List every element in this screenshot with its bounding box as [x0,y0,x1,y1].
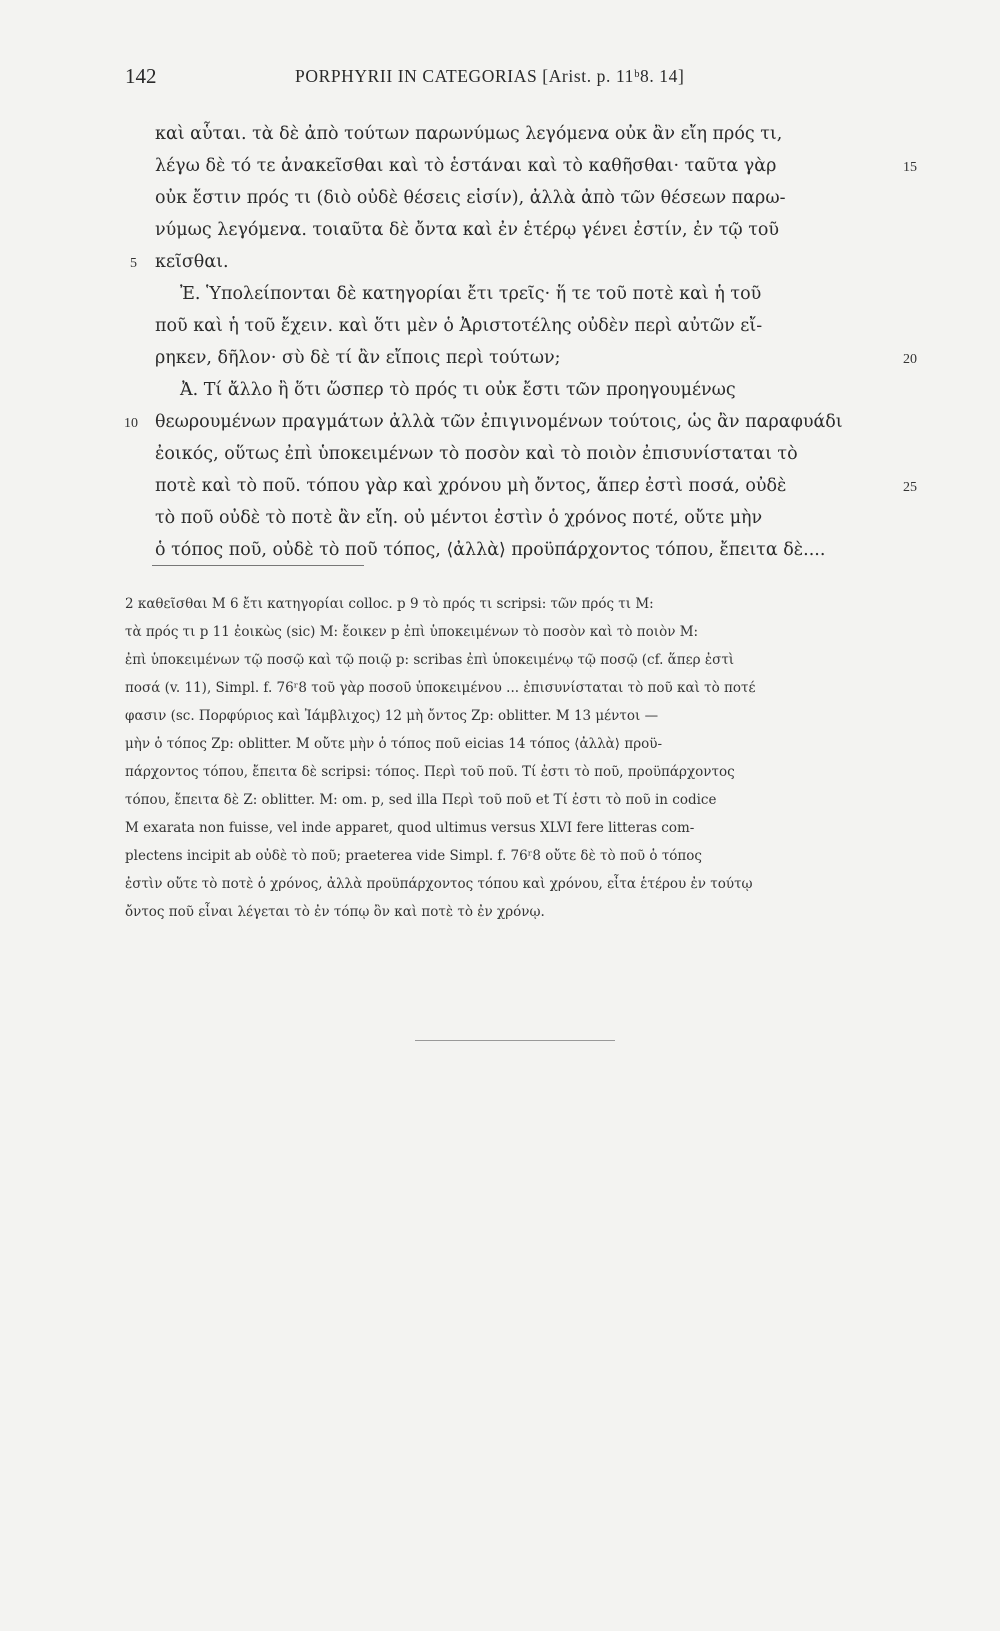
line-number: 25 [903,480,917,495]
page-header [125,64,785,96]
footnote-divider [152,565,364,566]
line-number: 10 [124,416,138,431]
text-line: οὐκ ἔστιν πρός τι (διὸ οὐδὲ θέσεις εἰσίν), ἀλλὰ ἀπὸ τῶν θέσεων παρω- [155,188,786,208]
text-line: Ἐ. Ὑπολείπονται δὲ κατηγορίαι ἔτι τρεῖς· ἥ τε τοῦ ποτὲ καὶ ἡ τοῦ [180,284,762,304]
footnote-line: τὰ πρός τι p 11 ἐοικὼς (sic) M: ἔοικεν p ἐπὶ ὑποκειμένων τὸ ποσὸν καὶ τὸ ποιὸν M: [125,624,699,640]
footnote-line: ποσά (v. 11), Simpl. f. 76ʳ8 τοῦ γὰρ ποσοῦ ὑποκειμένου ... ἐπισυνίσταται τὸ ποῦ καὶ τὸ ποτέ [125,680,756,696]
line-number: 5 [130,256,137,271]
line-number: 20 [903,352,917,367]
footnote-line: 2 καθεῖσθαι M 6 ἔτι κατηγορίαι colloc. p 9 τὸ πρός τι scripsi: τῶν πρός τι M: [125,596,654,612]
footnote-line: ἐστὶν οὔτε τὸ ποτὲ ὁ χρόνος, ἀλλὰ προϋπάρχοντος τόπου καὶ χρόνου, εἶτα ἑτέρου ἐν τούτῳ [125,876,753,892]
end-rule [415,1040,615,1041]
footnote-line: plectens incipit ab οὐδὲ τὸ ποῦ; praeterea vide Simpl. f. 76ʳ8 οὔτε δὲ τὸ ποῦ ὁ τόπος [125,848,702,864]
text-line: θεωρουμένων πραγμάτων ἀλλὰ τῶν ἐπιγινομένων τούτοις, ὡς ἂν παραφυάδι [155,412,843,432]
text-line: ρηκεν, δῆλον· σὺ δὲ τί ἂν εἴποις περὶ τούτων; [155,348,561,368]
text-line: ἐοικός, οὕτως ἐπὶ ὑποκειμένων τὸ ποσὸν καὶ τὸ ποιὸν ἐπισυνίσταται τὸ [155,444,798,464]
footnote-line: πάρχοντος τόπου, ἔπειτα δὲ scripsi: τόπος. Περὶ τοῦ ποῦ. Τί ἐστι τὸ ποῦ, προϋπάρχοντος [125,764,735,780]
page-number: 142 [125,64,157,88]
footnote-line: τόπου, ἔπειτα δὲ Z: oblitter. M: om. p, sed illa Περὶ τοῦ ποῦ et Τί ἐστι τὸ ποῦ in codice [125,792,717,808]
line-number: 15 [903,160,917,175]
text-line: λέγω δὲ τό τε ἀνακεῖσθαι καὶ τὸ ἑστάναι καὶ τὸ καθῆσθαι· ταῦτα γὰρ [155,156,777,176]
running-title: PORPHYRII IN CATEGORIAS [Arist. p. 11ᵇ8. 14] [295,66,685,86]
text-line: καὶ αὗται. τὰ δὲ ἀπὸ τούτων παρωνύμως λεγόμενα οὐκ ἂν εἴη πρός τι, [155,124,783,144]
text-line: ποτὲ καὶ τὸ ποῦ. τόπου γὰρ καὶ χρόνου μὴ ὄντος, ἅπερ ἐστὶ ποσά, οὐδὲ [155,476,787,496]
footnote-line: μὴν ὁ τόπος Zp: oblitter. M οὔτε μὴν ὁ τόπος ποῦ eicias 14 τόπος ⟨ἀλλὰ⟩ προϋ- [125,736,663,752]
text-line: τὸ ποῦ οὐδὲ τὸ ποτὲ ἂν εἴη. οὐ μέντοι ἐστὶν ὁ χρόνος ποτέ, οὔτε μὴν [155,508,763,528]
footnote-line: M exarata non fuisse, vel inde apparet, quod ultimus versus XLVI fere litteras com- [125,820,695,836]
footnote-line: ἐπὶ ὑποκειμένων τῷ ποσῷ καὶ τῷ ποιῷ p: scribas ἐπὶ ὑποκειμένῳ τῷ ποσῷ (cf. ἅπερ ἐστὶ [125,652,735,668]
text-line: νύμως λεγόμενα. τοιαῦτα δὲ ὄντα καὶ ἐν ἑτέρῳ γένει ἐστίν, ἐν τῷ τοῦ [155,220,780,240]
footnote-line: ὄντος ποῦ εἶναι λέγεται τὸ ἐν τόπῳ ὂν καὶ ποτὲ τὸ ἐν χρόνῳ. [125,904,545,920]
footnote-line: φασιν (sc. Πορφύριος καὶ Ἰάμβλιχος) 12 μὴ ὄντος Zp: oblitter. M 13 μέντοι — [125,708,659,724]
text-line: ποῦ καὶ ἡ τοῦ ἔχειν. καὶ ὅτι μὲν ὁ Ἀριστοτέλης οὐδὲν περὶ αὐτῶν εἴ- [155,316,763,336]
text-line: ὁ τόπος ποῦ, οὐδὲ τὸ ποῦ τόπος, ⟨ἀλλὰ⟩ προϋπάρχοντος τόπου, ἔπειτα δὲ.... [155,540,826,560]
text-line: κεῖσθαι. [155,252,229,272]
text-line: Ἀ. Τί ἄλλο ἢ ὅτι ὥσπερ τὸ πρός τι οὐκ ἔστι τῶν προηγουμένως [180,380,736,400]
